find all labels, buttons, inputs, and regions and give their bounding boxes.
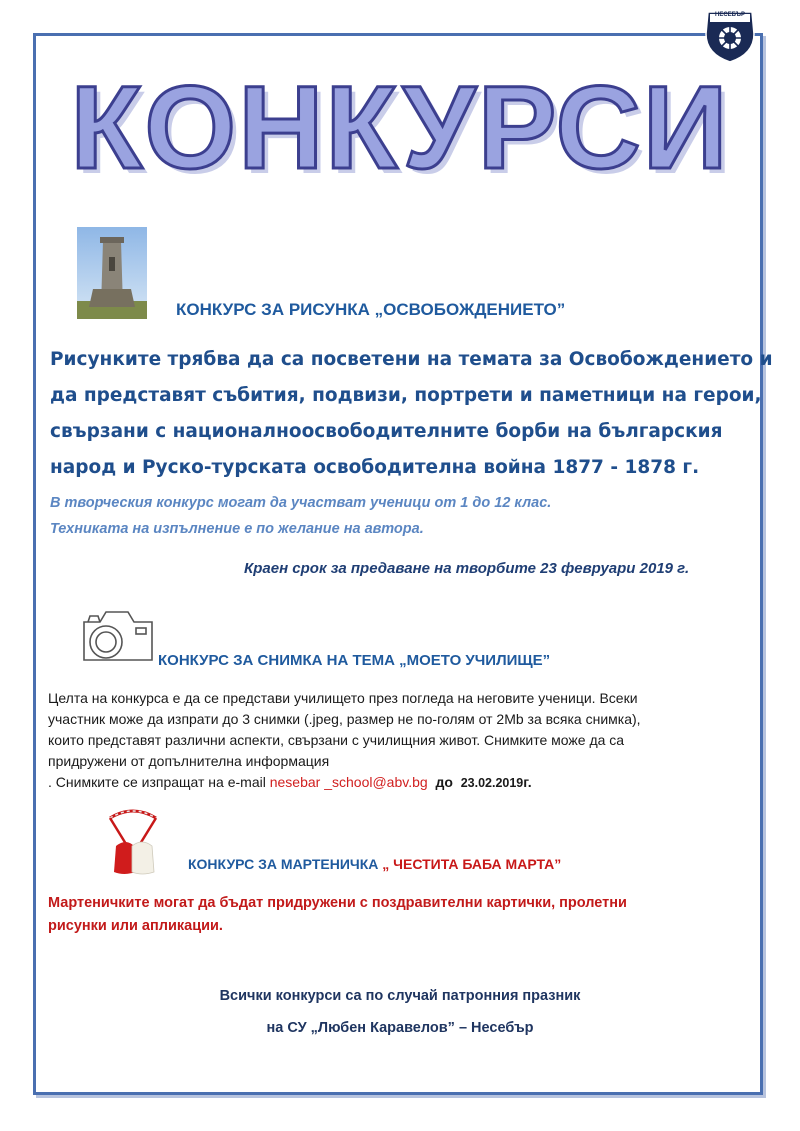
contest1-heading: КОНКУРС ЗА РИСУНКА „ОСВОБОЖДЕНИЕТО” bbox=[176, 300, 566, 319]
contest-email-link[interactable]: nesebar _school@abv.bg bbox=[269, 774, 428, 790]
contest1-info bbox=[50, 490, 551, 542]
contest3-body-line: рисунки или апликации. bbox=[48, 918, 223, 934]
contest2-email-line bbox=[48, 772, 641, 794]
email-prefix: . Снимките се изпращат на e-mail bbox=[48, 774, 270, 790]
contest2-date: 23.02.2019 bbox=[460, 776, 524, 790]
contest3-heading bbox=[188, 856, 561, 872]
contest2-body bbox=[48, 688, 641, 794]
camera-icon bbox=[78, 598, 158, 668]
contest2-heading: КОНКУРС ЗА СНИМКА НА ТЕМА „МОЕТО УЧИЛИЩЕ” bbox=[158, 652, 551, 669]
contest3-body-line: Мартеничките могат да бъдат придружени с поздравителни картички, пролетни bbox=[48, 895, 627, 911]
monument-image-icon bbox=[77, 227, 147, 319]
contest1-info-line: Техниката на изпълнение е по желание на автора. bbox=[50, 521, 424, 537]
contest2-body-line: участник може да изпрати до 3 снимки (.jpeg, размер не по-голям от 2Mb за всяка снимка), bbox=[48, 711, 641, 727]
contest2-body-line: придружени от допълнителна информация bbox=[48, 753, 330, 769]
contest1-deadline: Краен срок за предаване на творбите 23 февруари 2019 г. bbox=[244, 560, 690, 577]
date-suffix: г. bbox=[523, 774, 532, 790]
emblem-label: НЕСЕБЪР bbox=[715, 12, 745, 18]
footer-line: на СУ „Любен Каравелов” – Несебър bbox=[266, 1020, 534, 1036]
contest3-body bbox=[48, 892, 627, 938]
contest1-lead-line: да представят събития, подвизи, портрети и паметници на герои, bbox=[50, 385, 762, 406]
contest1-info-line: В творческия конкурс могат да участват ученици от 1 до 12 клас. bbox=[50, 495, 552, 511]
contest2-body-line: Целта на конкурса е да се представи училището през погледа на неговите ученици. Всеки bbox=[48, 690, 638, 706]
page-title: КОНКУРСИ bbox=[70, 62, 730, 194]
contest3-heading-prefix: КОНКУРС ЗА МАРТЕНИЧКА bbox=[188, 856, 383, 872]
contest1-lead-line: свързани с националноосвободителните борби на българския bbox=[50, 421, 723, 442]
contest3-heading-red: „ ЧЕСТИТА БАБА МАРТА” bbox=[382, 856, 562, 872]
contest1-lead-line: народ и Руско-турската освободителна война 1877 - 1878 г. bbox=[50, 457, 700, 478]
date-prefix: до bbox=[435, 774, 453, 790]
martenitsa-icon bbox=[102, 808, 164, 876]
contest1-lead bbox=[50, 342, 773, 486]
contest1-lead-line: Рисунките трябва да са посветени на темата за Освобождението и bbox=[50, 349, 773, 370]
contest2-body-line: които представят различни аспекти, свързани с училищния живот. Снимките може да са bbox=[48, 732, 625, 748]
footer-line: Всички конкурси са по случай патронния празник bbox=[219, 988, 581, 1004]
